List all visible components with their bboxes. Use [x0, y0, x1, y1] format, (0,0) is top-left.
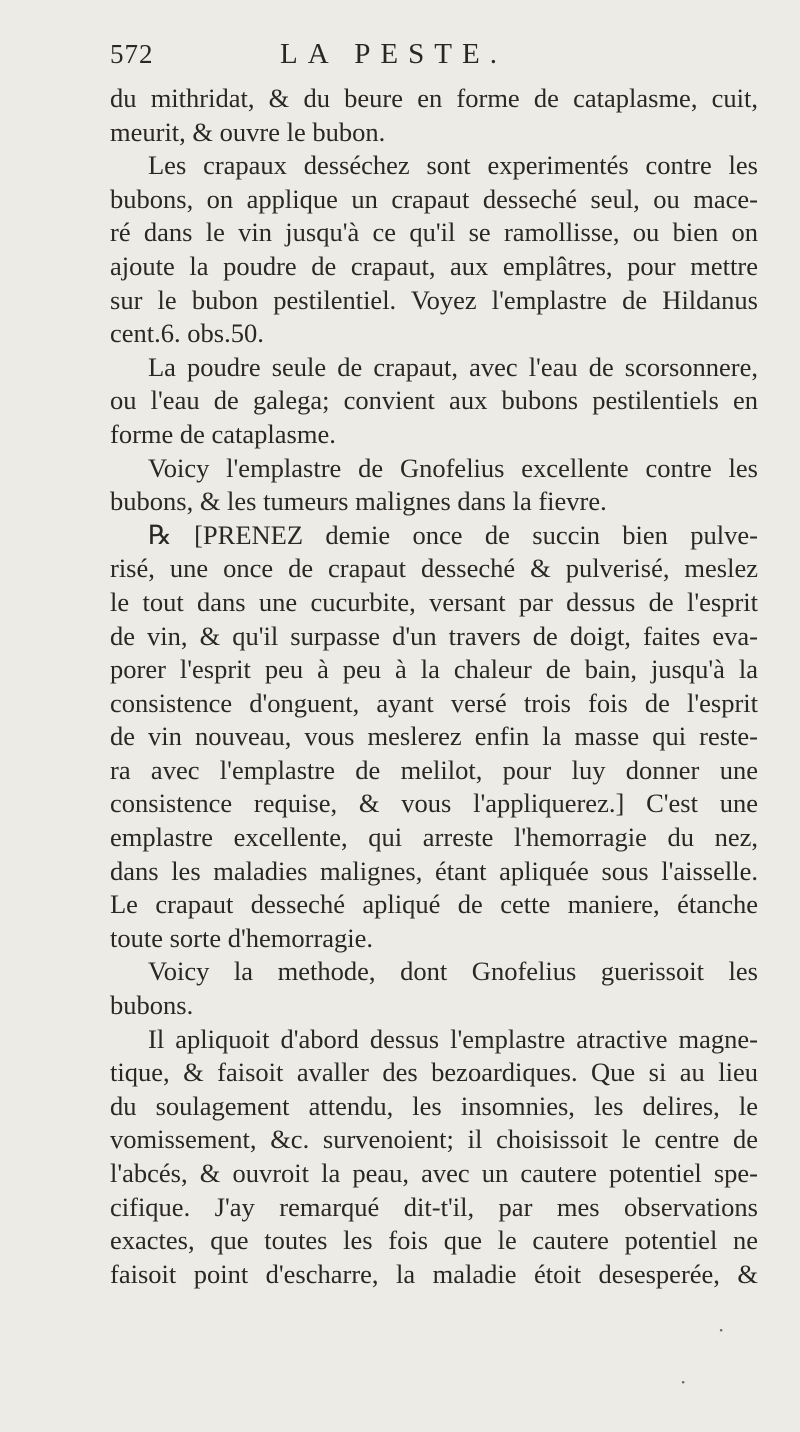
- text-line: emplastre excellente, qui arreste l'hemorragie du nez,: [110, 822, 758, 853]
- text-line: ajoute la poudre de crapaut, aux emplâtres, pour mettre: [110, 250, 758, 281]
- text-line: le tout dans une cucurbite, versant par dessus de l'esprit: [110, 586, 758, 617]
- text-line: consistence d'onguent, ayant versé trois fois de l'esprit: [110, 687, 758, 718]
- text-line: bubons.: [110, 990, 194, 1021]
- text-line: ou l'eau de galega; convient aux bubons pestilentiels en: [110, 385, 758, 416]
- running-title: LA PESTE.: [280, 38, 507, 70]
- text-line: sur le bubon pestilentiel. Voyez l'emplastre de Hildanus: [110, 284, 758, 315]
- text-line: vomissement, &c. survenoient; il choisissoit le centre de: [110, 1124, 758, 1155]
- running-head: [110, 38, 758, 82]
- text-line: exactes, que toutes les fois que le cautere potentiel ne: [110, 1225, 758, 1256]
- text-line: toute sorte d'hemorragie.: [110, 922, 374, 953]
- text-line: faisoit point d'escharre, la maladie étoit desesperée, &: [110, 1258, 758, 1289]
- text-line: forme de cataplasme.: [110, 418, 336, 449]
- text-line: meurit, & ouvre le bubon.: [110, 116, 386, 147]
- text-line: dans les maladies malignes, étant apliquée sous l'aisselle.: [110, 855, 758, 886]
- ink-speck: ·: [718, 1318, 725, 1342]
- text-line: Voicy l'emplastre de Gnofelius excellente contre les: [148, 452, 758, 483]
- text-line: de vin, & qu'il surpasse d'un travers de doigt, faites eva-: [110, 620, 758, 651]
- text-line: l'abcés, & ouvroit la peau, avec un cautere potentiel spe-: [110, 1158, 758, 1188]
- text-line: ℞ [PRENEZ demie once de succin bien pulve-: [148, 519, 758, 550]
- text-line: de vin nouveau, vous meslerez enfin la masse qui reste-: [110, 721, 758, 752]
- text-line: bubons, & les tumeurs malignes dans la fievre.: [110, 486, 607, 517]
- page-number: 572: [110, 39, 154, 69]
- text-line: La poudre seule de crapaut, avec l'eau de scorsonnere,: [148, 351, 758, 382]
- text-line: cent.6. obs.50.: [110, 318, 264, 349]
- text-line: Les crapaux desséchez sont experimentés contre les: [148, 150, 758, 181]
- text-line: cifique. J'ay remarqué dit-t'il, par mes observations: [110, 1191, 758, 1222]
- text-line: bubons, on applique un crapaut desseché seul, ou mace-: [110, 183, 758, 214]
- text-line: Il apliquoit d'abord dessus l'emplastre atractive magne-: [148, 1023, 758, 1054]
- text-line: du mithridat, & du beure en forme de cataplasme, cuit,: [110, 83, 758, 113]
- text-line: ra avec l'emplastre de melilot, pour luy donner une: [110, 754, 758, 785]
- text-line: Voicy la methode, dont Gnofelius guerissoit les: [148, 956, 758, 987]
- text-line: du soulagement attendu, les insomnies, les delires, le: [110, 1090, 758, 1121]
- text-line: Le crapaut desseché apliqué de cette maniere, étanche: [110, 889, 758, 920]
- text-line: tique, & faisoit avaller des bezoardiques. Que si au lieu: [110, 1057, 758, 1088]
- text-line: ré dans le vin jusqu'à ce qu'il se ramollisse, ou bien on: [110, 217, 758, 248]
- text-line: consistence requise, & vous l'appliquerez.] C'est une: [110, 788, 758, 819]
- text-line: porer l'esprit peu à peu à la chaleur de bain, jusqu'à la: [110, 654, 758, 685]
- ink-speck: ·: [680, 1370, 687, 1394]
- body-text: [110, 82, 758, 1291]
- text-line: risé, une once de crapaut desseché & pulverisé, meslez: [110, 553, 758, 584]
